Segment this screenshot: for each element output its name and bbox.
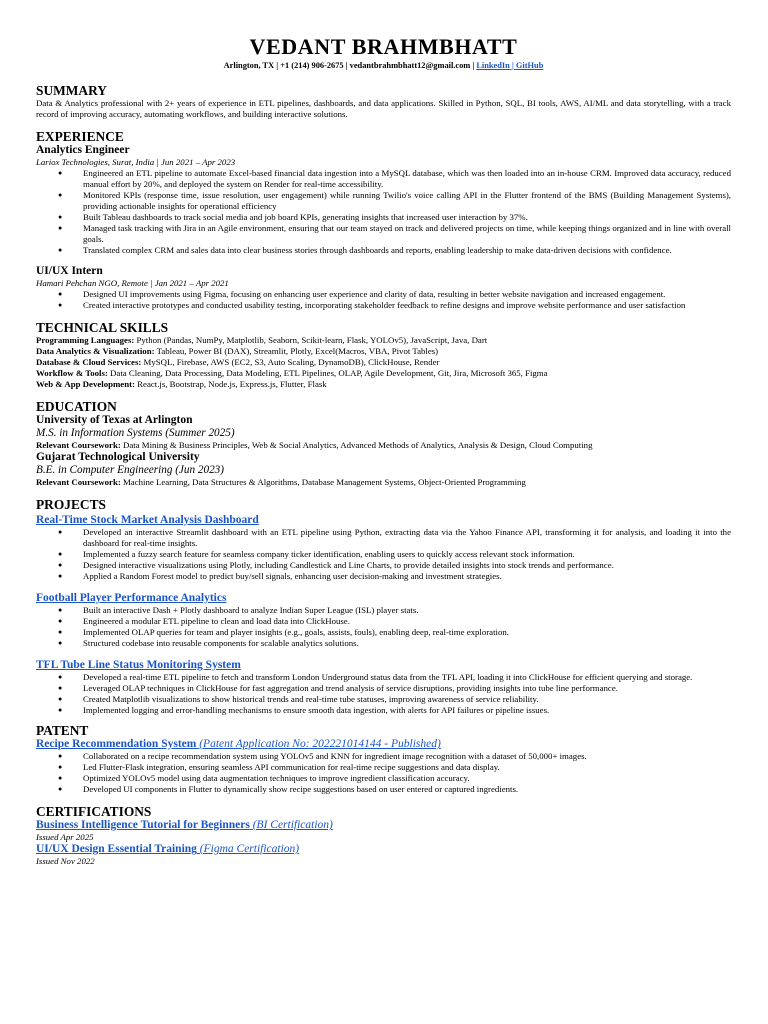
bullet-item: ● Designed interactive visualizations using Plotly, including Candlestick and Line Charts, to provide detailed insights into stock trends and performance.	[36, 560, 731, 571]
education-entry	[36, 451, 731, 488]
patent-heading: PATENT	[36, 723, 89, 738]
bullet-item: ● Translated complex CRM and sales data into clear business stories through dashboards and reports, enabling leadership to make data-driven decisions with confidence.	[36, 245, 731, 256]
school-name: Gujarat Technological University	[36, 451, 200, 463]
degree: M.S. in Information Systems (Summer 2025)	[36, 427, 235, 439]
project-title-link[interactable]: TFL Tube Line Status Monitoring System	[36, 659, 241, 671]
experience-heading: EXPERIENCE	[36, 129, 124, 144]
job-title: UI/UX Intern	[36, 265, 103, 277]
coursework-label: Relevant Coursework:	[36, 440, 121, 450]
patent-entry	[36, 738, 731, 795]
bullet-item: ● Optimized YOLOv5 model using data augmentation techniques to improve ingredient classification accuracy.	[36, 773, 731, 784]
skill-value: Data Cleaning, Data Processing, Data Modeling, ETL Pipelines, OLAP, Agile Development, Git, Jira, Microsoft 365, Figma	[107, 368, 548, 378]
bullet-item: ● Engineered a modular ETL pipeline to clean and load data into ClickHouse.	[36, 616, 731, 627]
bullet-item: ● Developed an interactive Streamlit dashboard with an ETL pipeline using Python, extracting data via the Yahoo Finance API, transforming it for analysis, and loading it into the dashboard for real-time insights.	[36, 527, 731, 549]
skill-row	[36, 346, 731, 357]
linkedin-link[interactable]: LinkedIn	[476, 61, 510, 70]
patent-name: Recipe Recommendation System	[36, 738, 197, 750]
bullet-item: ● Leveraged OLAP techniques in ClickHouse for fast aggregation and trend analysis of service disruptions, providing insights into tube line performance.	[36, 683, 731, 694]
job-bullets	[36, 168, 731, 256]
coursework-list: Machine Learning, Data Structures & Algorithms, Database Management Systems, Object-Oriented Programming	[120, 477, 526, 487]
job-entry	[36, 144, 731, 256]
skill-label: Data Analytics & Visualization:	[36, 346, 155, 356]
certification-name: UI/UX Design Essential Training	[36, 843, 197, 855]
skills-list	[36, 335, 731, 390]
coursework	[36, 440, 731, 451]
bullet-item: ● Monitored KPIs (response time, issue resolution, user engagement) while running Twilio's voice calling API in the Flutter frontend of the BMS (Building Management Systems), providing actionable insights for operational efficiency	[36, 190, 731, 212]
job-meta: Hamari Pehchan NGO, Remote | Jan 2021 – Apr 2021	[36, 278, 229, 288]
bullet-item: ● Led Flutter-Flask integration, ensuring seamless API communication for real-time recipe suggestions and data display.	[36, 762, 731, 773]
bullet-item: ● Applied a Random Forest model to predict buy/sell signals, enhancing user decision-making and investment strategies.	[36, 571, 731, 582]
certification-issued: Issued Apr 2025	[36, 832, 94, 842]
job-entry	[36, 265, 731, 311]
skill-label: Web & App Development:	[36, 379, 135, 389]
github-link[interactable]: GitHub	[515, 61, 544, 70]
bullet-item: ● Implemented OLAP queries for team and player insights (e.g., goals, assists, fouls), enabling deep, real-time exploration.	[36, 627, 731, 638]
degree: B.E. in Computer Engineering (Jun 2023)	[36, 464, 224, 476]
summary-heading: SUMMARY	[36, 83, 107, 98]
certifications-heading: CERTIFICATIONS	[36, 804, 152, 819]
education-entry	[36, 414, 731, 451]
bullet-item: ● Engineered an ETL pipeline to automate Excel-based financial data ingestion into a MySQL database, which was then loaded into an in-house CRM. Improved data accuracy, reduced manual effort by 20%, and deployed the system on Render for real-time accessibility.	[36, 168, 731, 190]
job-title: Analytics Engineer	[36, 144, 130, 156]
coursework-label: Relevant Coursework:	[36, 477, 121, 487]
link-separator: |	[509, 61, 516, 70]
skill-value: Python (Pandas, NumPy, Matplotlib, Seaborn, Scikit-learn, Flask, YOLOv5), JavaScript, Java, Dart	[134, 335, 488, 345]
bullet-item: ● Structured codebase into reusable components for scalable analytics solutions.	[36, 638, 731, 649]
certification-entry	[36, 843, 731, 867]
patent-title-link[interactable]	[36, 738, 731, 751]
education-heading: EDUCATION	[36, 399, 117, 414]
project-bullets	[36, 605, 731, 649]
contact-details: Arlington, TX | +1 (214) 906-2675 | vedantbrahmbhatt12@gmail.com |	[223, 61, 477, 70]
project-title-link[interactable]: Real-Time Stock Market Analysis Dashboard	[36, 514, 259, 526]
coursework	[36, 477, 731, 488]
certification-entry	[36, 819, 731, 843]
certification-issued: Issued Nov 2022	[36, 856, 95, 866]
bullet-item: ● Managed task tracking with Jira in an Agile environment, ensuring that our team stayed on track and delivered projects on time, while keeping things organized and in line with overall goals.	[36, 223, 731, 245]
project-entry	[36, 592, 731, 649]
skill-row	[36, 379, 731, 390]
skill-label: Workflow & Tools:	[36, 368, 108, 378]
contact-line	[36, 60, 731, 71]
bullet-item: ● Designed UI improvements using Figma, focusing on enhancing user experience and clarity of data, resulting in better website navigation and increased engagement.	[36, 289, 731, 300]
certification-link[interactable]	[36, 819, 731, 832]
skill-value: MySQL, Firebase, AWS (EC2, S3, Auto Scaling, DynamoDB), ClickHouse, Render	[141, 357, 440, 367]
project-title-link[interactable]: Football Player Performance Analytics	[36, 592, 227, 604]
skill-label: Database & Cloud Services:	[36, 357, 142, 367]
skill-label: Programming Languages:	[36, 335, 135, 345]
certification-name: Business Intelligence Tutorial for Beginners	[36, 819, 250, 831]
project-bullets	[36, 527, 731, 582]
bullet-item: ● Created interactive prototypes and conducted usability testing, incorporating stakeholder feedback to refine designs and improve website performance and user satisfaction	[36, 300, 731, 311]
project-entry	[36, 514, 731, 582]
bullet-item: ● Created Matplotlib visualizations to show historical trends and real-time tube statuses, improving awareness of service reliability.	[36, 694, 731, 705]
summary-text: Data & Analytics professional with 2+ years of experience in ETL pipelines, dashboards, and data applications. Skilled in Python, SQL, BI tools, AWS, AI/ML and data storytelling, with a track record of improving accuracy, automating workflows, and building interactive solutions.	[36, 98, 731, 119]
school-name: University of Texas at Arlington	[36, 414, 193, 426]
skills-heading: TECHNICAL SKILLS	[36, 320, 169, 335]
bullet-item: ● Implemented a fuzzy search feature for seamless company ticker identification, enabling users to quickly access relevant stock information.	[36, 549, 731, 560]
certification-note: (BI Certification)	[249, 819, 333, 831]
job-meta: Lariox Technologies, Surat, India | Jun 2021 – Apr 2023	[36, 157, 236, 167]
coursework-list: Data Mining & Business Principles, Web & Social Analytics, Advanced Methods of Analytics, Analysis & Design, Cloud Computing	[120, 440, 593, 450]
projects-heading: PROJECTS	[36, 497, 106, 512]
bullet-item: ● Developed a real-time ETL pipeline to fetch and transform London Underground status data from the TFL API, loading it into ClickHouse for efficient querying and storage.	[36, 672, 731, 683]
job-bullets	[36, 289, 731, 311]
skill-row	[36, 357, 731, 368]
candidate-name: VEDANT BRAHMBHATT	[249, 34, 518, 59]
skill-value: Tableau, Power BI (DAX), Streamlit, Plotly, Excel(Macros, VBA, Pivot Tables)	[154, 346, 439, 356]
bullet-item: ● Developed UI components in Flutter to dynamically show recipe suggestions based on user entered or captured ingredients.	[36, 784, 731, 795]
skill-value: React.js, Bootstrap, Node.js, Express.js, Flutter, Flask	[134, 379, 327, 389]
project-bullets	[36, 672, 731, 716]
bullet-item: ● Built Tableau dashboards to track social media and job board KPIs, generating insights that increased user interaction by 37%.	[36, 212, 731, 223]
bullet-item: ● Implemented logging and error-handling mechanisms to ensure smooth data ingestion, with alerts for API failures or pipeline issues.	[36, 705, 731, 716]
bullet-item: ● Collaborated on a recipe recommendation system using YOLOv5 and KNN for ingredient image recognition with a dataset of 50,000+ images.	[36, 751, 731, 762]
certification-note: (Figma Certification)	[196, 843, 300, 855]
project-entry	[36, 659, 731, 716]
certification-link[interactable]	[36, 843, 731, 856]
patent-bullets	[36, 751, 731, 795]
bullet-item: ● Built an interactive Dash + Plotly dashboard to analyze Indian Super League (ISL) player stats.	[36, 605, 731, 616]
skill-row	[36, 368, 731, 379]
skill-row	[36, 335, 731, 346]
patent-note: (Patent Application No: 202221014144 - Published)	[196, 738, 441, 750]
